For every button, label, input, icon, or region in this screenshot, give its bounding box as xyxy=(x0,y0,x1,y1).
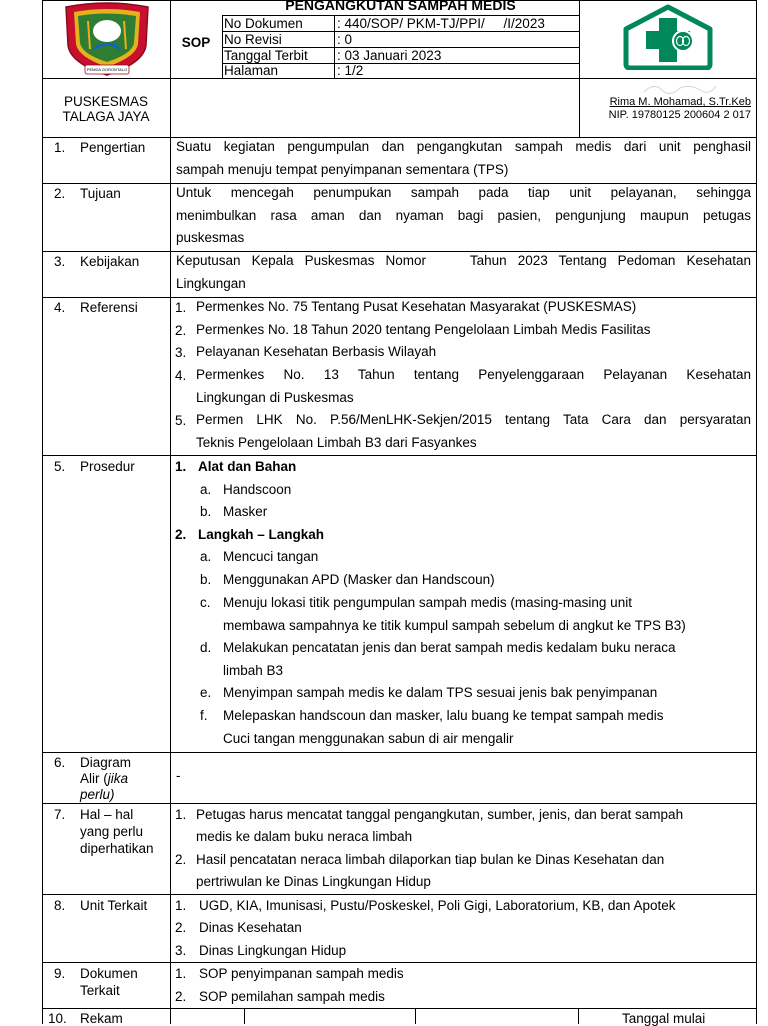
list-item: Permenkes No. 18 Tahun 2020 tentang Pengelolaan Limbah Medis Fasilitas xyxy=(196,322,651,337)
list-item: Melepaskan handscoun dan masker, lalu buang ke tempat sampah medis xyxy=(223,708,664,723)
list-number: 2. xyxy=(175,920,187,935)
list-item: Mencuci tangan xyxy=(223,549,319,564)
section-label: perlu) xyxy=(80,787,115,802)
text-line: puskesmas xyxy=(176,230,245,245)
text-line: Suatu kegiatan pengumpulan dan pengangkutan sampah medis dari unit penghasil xyxy=(176,139,751,154)
list-letter: b. xyxy=(200,504,212,519)
list-item: Menuju lokasi titik pengumpulan sampah medis (masing-masing unit xyxy=(223,595,632,610)
field-value-no-revisi: : 0 xyxy=(337,32,353,47)
list-item: pertriwulan ke Dinas Lingkungan Hidup xyxy=(196,874,431,889)
org-name-line2: TALAGA JAYA xyxy=(62,109,150,124)
signature-scribble xyxy=(640,80,720,96)
list-letter: f. xyxy=(200,708,208,723)
list-item: Permenkes No. 75 Tentang Pusat Kesehatan Masyarakat (PUSKESMAS) xyxy=(196,299,637,314)
list-number: 4. xyxy=(175,368,187,383)
list-item: medis ke dalam buku neraca limbah xyxy=(196,829,413,844)
list-letter: a. xyxy=(200,549,212,564)
regency-emblem-logo xyxy=(60,1,154,77)
list-number: 1. xyxy=(175,300,187,315)
signer-nip: NIP. 19780125 200604 2 017 xyxy=(608,109,751,121)
section-number: 9. xyxy=(54,966,66,981)
list-number: 5. xyxy=(175,413,187,428)
list-item: Hasil pencatatan neraca limbah dilaporkan tiap bulan ke Dinas Kesehatan dan xyxy=(196,852,665,867)
list-item: Lingkungan di Puskesmas xyxy=(196,389,354,405)
field-label-halaman: Halaman xyxy=(224,63,279,78)
section-label: Prosedur xyxy=(80,459,135,474)
section-label: Dokumen xyxy=(80,966,138,981)
signer-name: Rima M. Mohamad, S.Tr.Keb xyxy=(609,96,751,108)
diagram-value: - xyxy=(176,768,181,783)
list-item: Permen LHK No. P.56/MenLHK-Sekjen/2015 tentang Tata Cara dan persyaratan xyxy=(196,412,751,427)
section-number: 8. xyxy=(54,898,66,913)
list-letter: e. xyxy=(200,685,212,700)
list-item: membawa sampahnya ke titik kumpul sampah sebelum di angkut ke TPS B3) xyxy=(223,618,686,633)
list-number: 2. xyxy=(175,989,187,1004)
text-line: Untuk mencegah penumpukan sampah pada tiap unit pelayanan, sehingga xyxy=(176,185,751,200)
field-value-no-dokumen: : 440/SOP/ PKM-TJ/PPI/ /I/2023 xyxy=(337,16,545,31)
puskesmas-logo xyxy=(622,4,714,70)
list-item: Pelayanan Kesehatan Berbasis Wilayah xyxy=(196,344,437,359)
subsection-number: 1. xyxy=(175,459,187,474)
list-item: Petugas harus mencatat tanggal pengangkutan, sumber, jenis, dan berat sampah xyxy=(196,807,684,822)
list-number: 3. xyxy=(175,943,187,958)
section-label: Referensi xyxy=(80,300,138,315)
section-label: Rekam xyxy=(80,1011,123,1026)
subsection-title: Langkah – Langkah xyxy=(198,527,325,542)
document-title: PENGANGKUTAN SAMPAH MEDIS xyxy=(285,0,516,13)
org-name-line1: PUSKESMAS xyxy=(63,94,149,109)
text-line: menimbulkan rasa aman dan nyaman bagi pasien, pengunjung maupun petugas xyxy=(176,207,751,223)
field-value-tanggal-terbit: : 03 Januari 2023 xyxy=(337,48,442,63)
list-number: 2. xyxy=(175,852,187,867)
text-line: sampah menuju tempat penyimpanan sementara (TPS) xyxy=(176,161,509,177)
section-label: Unit Terkait xyxy=(80,898,148,913)
section-number: 10. xyxy=(48,1011,67,1026)
list-item: Menyimpan sampah medis ke dalam TPS sesuai jenis bak penyimpanan xyxy=(223,685,658,700)
list-item: SOP pemilahan sampah medis xyxy=(199,989,385,1004)
list-letter: b. xyxy=(200,572,212,587)
section-number: 5. xyxy=(54,459,66,474)
list-item: Menggunakan APD (Masker dan Handscoun) xyxy=(223,572,495,587)
list-number: 3. xyxy=(175,345,187,360)
list-item: Teknis Pengelolaan Limbah B3 dari Fasyankes xyxy=(196,434,477,450)
section-label: diperhatikan xyxy=(80,841,154,856)
list-item: Permenkes No. 13 Tahun tentang Penyelenggaraan Pelayanan Kesehatan xyxy=(196,367,751,382)
field-label-no-dokumen: No Dokumen xyxy=(224,16,303,31)
subsection-title: Alat dan Bahan xyxy=(198,459,297,474)
list-number: 1. xyxy=(175,898,187,913)
sop-label: SOP xyxy=(181,35,211,50)
section-label: Terkait xyxy=(80,983,120,998)
list-number: 1. xyxy=(175,807,187,822)
field-label-tanggal-terbit: Tanggal Terbit xyxy=(224,48,308,63)
list-letter: c. xyxy=(200,595,211,610)
section-label: Hal – hal xyxy=(80,807,134,822)
list-item: Cuci tangan menggunakan sabun di air mengalir xyxy=(223,731,514,746)
list-item: Melakukan pencatatan jenis dan berat sampah medis kedalam buku neraca xyxy=(223,640,676,655)
section-label: Alir (jika xyxy=(80,771,129,786)
text-line: Keputusan Kepala Puskesmas Nomor Tahun 2023 Tentang Pedoman Kesehatan xyxy=(176,253,751,268)
section-number: 6. xyxy=(54,755,66,770)
section-number: 1. xyxy=(54,140,66,155)
section-number: 3. xyxy=(54,254,66,269)
list-item: limbah B3 xyxy=(223,663,284,678)
section-label: Tujuan xyxy=(80,186,121,201)
subsection-number: 2. xyxy=(175,527,187,542)
text-line: Lingkungan xyxy=(176,275,246,291)
emblem-caption: PEMDA GORONTALO xyxy=(86,67,128,72)
list-letter: d. xyxy=(200,640,212,655)
section-label: Kebijakan xyxy=(80,254,140,269)
section-number: 2. xyxy=(54,186,66,201)
list-letter: a. xyxy=(200,482,212,497)
section-label: yang perlu xyxy=(80,824,144,839)
column-header-tanggal-mulai: Tanggal mulai xyxy=(622,1011,706,1026)
list-item: Dinas Lingkungan Hidup xyxy=(199,943,347,958)
section-label: Pengertian xyxy=(80,140,146,155)
list-item: SOP penyimpanan sampah medis xyxy=(199,966,404,981)
list-number: 1. xyxy=(175,966,187,981)
list-item: Masker xyxy=(223,504,268,519)
section-number: 4. xyxy=(54,300,66,315)
section-label: Diagram xyxy=(80,755,132,770)
list-item: UGD, KIA, Imunisasi, Pustu/Poskeskel, Poli Gigi, Laboratorium, KB, dan Apotek xyxy=(199,898,676,913)
list-item: Dinas Kesehatan xyxy=(199,920,302,935)
list-number: 2. xyxy=(175,323,187,338)
field-value-halaman: : 1/2 xyxy=(337,63,364,78)
field-label-no-revisi: No Revisi xyxy=(224,32,282,47)
section-number: 7. xyxy=(54,807,66,822)
list-item: Handscoon xyxy=(223,482,292,497)
